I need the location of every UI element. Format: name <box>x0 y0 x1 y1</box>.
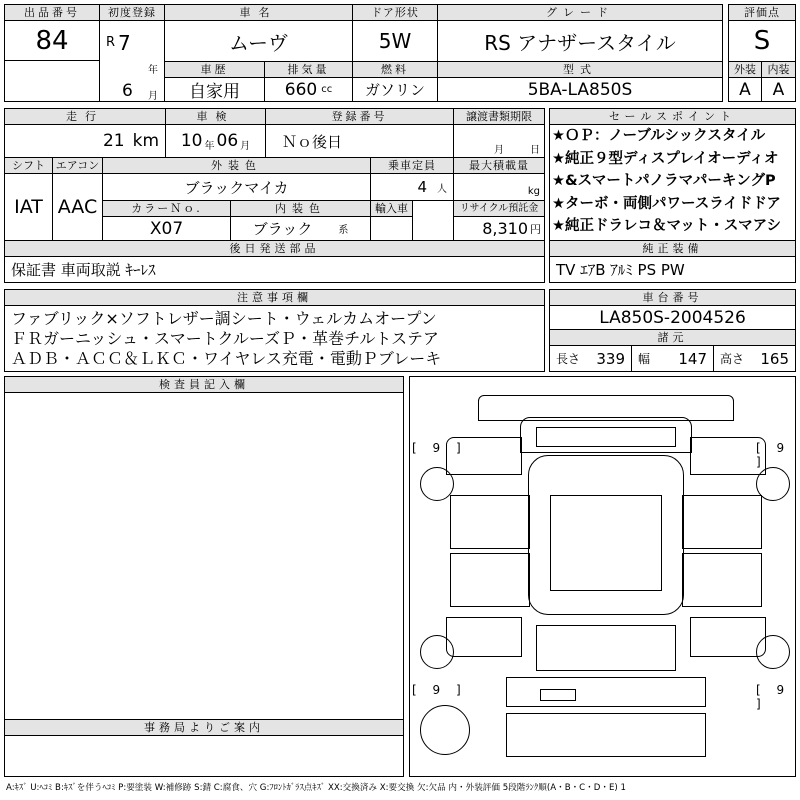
spare-tire-part <box>420 705 470 755</box>
height-spec <box>714 346 795 371</box>
note-line: ファブリック×ソフトレザー調シート・ウェルカムオープン <box>11 309 437 328</box>
vehicle-damage-diagram <box>409 376 796 777</box>
chassis-number-label: 車台番号 <box>549 289 796 306</box>
rear-right-quarter-part <box>690 617 766 657</box>
plate-value: Ｎｏ後日 <box>265 124 454 158</box>
displacement-cell <box>264 77 353 102</box>
exterior-color-value: ブラックマイカ <box>102 173 371 201</box>
capacity-cell <box>370 173 454 201</box>
legend-text: A:ｷｽﾞ U:ﾍｺﾐ B:ｷｽﾞを伴うﾍｺﾐ P:要塗装 W:補修跡 S:錆 C:腐食、穴 G:ﾌﾛﾝﾄｶﾞﾗｽ点ｷｽﾞ XX:交換済み X:要交換 欠:欠品 内・外装評価 5段階ﾗﾝｸ順(A・B・C・D・E) 1 <box>6 783 626 793</box>
later-parts-value: 保証書 車両取説 ｷｰﾚｽ <box>4 256 545 283</box>
roof-part <box>550 495 662 591</box>
first-registration-label: 初度登録 <box>99 4 165 21</box>
transfer-docs-label: 譲渡書類期限 <box>453 108 545 125</box>
rear-bumper-part <box>506 677 706 707</box>
specs-cell <box>549 345 796 372</box>
transfer-month-unit: 月 <box>494 145 504 156</box>
exterior-grade-value: A <box>728 77 762 102</box>
inspection-year-unit: 年 <box>204 140 215 152</box>
length-value: 339 <box>596 349 625 368</box>
capacity-label: 乗車定員 <box>370 157 454 174</box>
aircon-value: AAC <box>52 173 103 241</box>
equipment-label: 純正装備 <box>549 240 796 257</box>
exterior-color-label: 外装色 <box>102 157 371 174</box>
rear-plate-part <box>540 689 576 701</box>
specs-label: 諸元 <box>549 329 796 346</box>
height-label: 高さ <box>720 352 745 366</box>
right-front-door-part <box>682 495 762 549</box>
note-line: ＦＲガーニッシュ・スマートクルーズＰ・革巻チルトステア <box>11 329 439 348</box>
interior-color-suffix: 系 <box>338 225 349 236</box>
lot-number-value: 84 <box>4 20 100 61</box>
right-rear-door-part <box>682 553 762 607</box>
color-number-value: X07 <box>102 216 231 241</box>
damage-mark-front-left: [ 9 ] <box>412 441 467 455</box>
car-name-value: ムーヴ <box>164 20 353 62</box>
color-number-label: カラーＮｏ. <box>102 200 231 217</box>
length-label: 長さ <box>556 352 581 366</box>
registration-year-unit: 年 <box>148 65 158 76</box>
front-right-fender-part <box>690 437 766 475</box>
import-label: 輸入車 <box>370 200 413 217</box>
height-value: 165 <box>760 349 789 368</box>
damage-mark-rear-right: [ 9 ] <box>756 683 791 711</box>
rear-right-tire-part <box>756 635 790 669</box>
interior-color-label: 内装色 <box>230 200 371 217</box>
lot-blank-cell <box>4 60 100 102</box>
interior-color-cell <box>230 216 371 241</box>
inspection-year: 10 <box>180 131 203 151</box>
car-name-label: 車名 <box>164 4 353 21</box>
lot-number-label: 出品番号 <box>4 4 100 21</box>
recycle-value: 8,310 <box>482 219 528 238</box>
fuel-value: ガソリン <box>352 77 438 102</box>
selling-points-cell <box>549 124 796 241</box>
later-parts-label: 後日発送部品 <box>4 240 545 257</box>
front-glass-part <box>536 427 676 447</box>
registration-year: 7 <box>118 31 131 55</box>
inspection-month: 06 <box>216 131 239 151</box>
chassis-number-value: LA850S-2004526 <box>549 305 796 330</box>
width-label: 幅 <box>638 352 651 366</box>
history-value: 自家用 <box>164 77 265 102</box>
selling-point: ★&スマートパノラマパーキングP <box>552 173 776 189</box>
width-spec <box>632 346 714 371</box>
transfer-docs-cell <box>453 124 545 158</box>
interior-grade-label: 内装 <box>761 61 796 78</box>
shift-label: シフト <box>4 157 53 174</box>
interior-color-value: ブラック <box>252 220 313 238</box>
front-left-fender-part <box>446 437 522 475</box>
grade-label: グレード <box>437 4 723 21</box>
rear-left-quarter-part <box>446 617 522 657</box>
left-rear-door-part <box>450 553 530 607</box>
damage-mark-rear-left: [ 9 ] <box>412 683 467 697</box>
equipment-value: TV ｴｱB ｱﾙﾐ PS PW <box>549 256 796 283</box>
max-load-cell <box>453 173 545 201</box>
registration-month: 6 <box>122 81 133 101</box>
grade-value: RS アナザースタイル <box>437 20 723 62</box>
displacement-unit: cc <box>321 84 333 95</box>
mileage-cell <box>4 124 166 158</box>
inspector-notes-label: 検査員記入欄 <box>4 376 404 393</box>
door-value: 5W <box>352 20 438 62</box>
width-value: 147 <box>678 349 707 368</box>
recycle-unit: 円 <box>530 222 541 236</box>
first-registration-cell <box>99 20 165 102</box>
trunk-floor-part <box>506 713 706 757</box>
left-front-door-part <box>450 495 530 549</box>
inspection-month-unit: 月 <box>240 140 251 152</box>
notes-label: 注意事項欄 <box>4 289 545 306</box>
max-load-label: 最大積載量 <box>453 157 545 174</box>
inspection-label: 車検 <box>165 108 266 125</box>
max-load-unit: kg <box>527 186 540 197</box>
displacement-label: 排気量 <box>264 61 353 78</box>
capacity-unit: 人 <box>437 183 447 195</box>
office-notice-label: 事務局よりご案内 <box>4 719 404 736</box>
rear-glass-part <box>536 625 676 671</box>
rear-left-tire-part <box>420 635 454 669</box>
capacity-value: 4 <box>417 178 427 196</box>
recycle-label: リサイクル預託金 <box>453 200 545 217</box>
door-label: ドア形状 <box>352 4 438 21</box>
registration-month-unit: 月 <box>148 91 158 102</box>
displacement-value: 660 <box>284 79 318 100</box>
import-left-cell <box>370 216 413 241</box>
model-value: 5BA-LA850S <box>437 77 723 102</box>
recycle-cell <box>453 216 545 241</box>
selling-point: ★ＯＰ：ノーブルシックスタイル <box>552 128 766 144</box>
fuel-label: 燃料 <box>352 61 438 78</box>
notes-cell <box>4 305 545 372</box>
mileage-label: 走行 <box>4 108 166 125</box>
score-value: S <box>728 20 796 62</box>
mileage-value: 21 <box>102 131 125 151</box>
interior-grade-value: A <box>761 77 796 102</box>
mileage-unit: km <box>132 131 159 151</box>
selling-point: ★ターボ・両側パワースライドドア <box>552 195 781 212</box>
era-label: R <box>106 35 116 50</box>
score-label: 評価点 <box>728 4 796 21</box>
note-line: ＡＤＢ・ＡＣＣ＆ＬＫＣ・ワイヤレス充電・電動Ｐブレーキ <box>11 349 442 368</box>
transfer-day-unit: 日 <box>530 145 540 156</box>
exterior-grade-label: 外装 <box>728 61 762 78</box>
import-right-cell <box>412 200 454 241</box>
history-label: 車歴 <box>164 61 265 78</box>
inspection-cell <box>165 124 266 158</box>
selling-point: ★純正９型ディスプレイオーディオ <box>552 150 779 167</box>
model-label: 型式 <box>437 61 723 78</box>
inspector-notes-area <box>4 392 404 720</box>
damage-mark-front-right: [ 9 ] <box>756 441 791 469</box>
office-notice-area <box>4 735 404 777</box>
aircon-label: エアコン <box>52 157 103 174</box>
selling-points-label: セールスポイント <box>549 108 796 125</box>
front-left-tire-part <box>420 467 454 501</box>
selling-point: ★純正ドラレコ＆マット・スマアシ <box>552 218 782 234</box>
shift-value: IAT <box>4 173 53 241</box>
length-spec <box>550 346 632 371</box>
plate-label: 登録番号 <box>265 108 454 125</box>
